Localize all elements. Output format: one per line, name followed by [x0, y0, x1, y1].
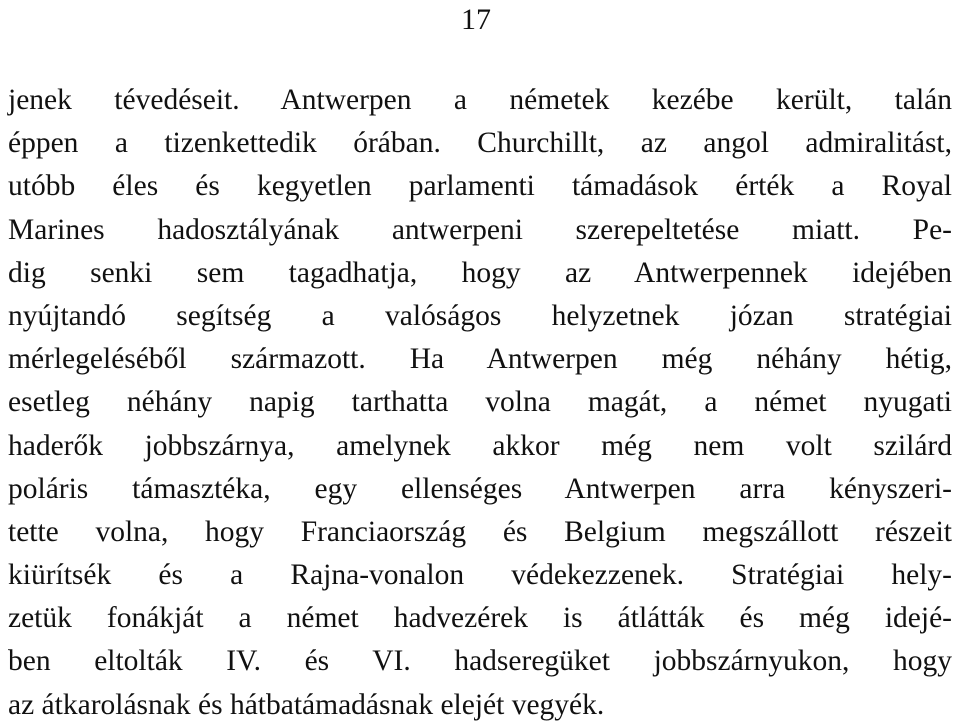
text-line: zetük fonákját a német hadvezérek is átlátták és még idejé- — [8, 602, 952, 635]
text-line: utóbb éles és kegyetlen parlamenti támadások érték a Royal — [8, 170, 952, 203]
text-line: esetleg néhány napig tarthatta volna magát, a német nyugati — [8, 386, 952, 419]
text-line: dig senki sem tagadhatja, hogy az Antwerpennek idejében — [8, 256, 952, 289]
text-line: poláris támasztéka, egy ellenséges Antwerpen arra kényszeri- — [8, 472, 952, 505]
text-line: az átkarolásnak és hátbatámadásnak elejét vegyék. — [8, 688, 605, 721]
text-line: mérlegeléséből származott. Ha Antwerpen még néhány hétig, — [8, 343, 952, 376]
text-line: kiürítsék és a Rajna-vonalon védekezzenek. Stratégiai hely- — [8, 559, 952, 592]
text-line: Marines hadosztályának antwerpeni szerepeltetése miatt. Pe- — [8, 213, 952, 246]
text-line: jenek tévedéseit. Antwerpen a németek kezébe került, talán — [8, 84, 952, 116]
body-text — [8, 79, 952, 727]
text-line: ben eltolták IV. és VI. hadseregüket jobbszárnyukon, hogy — [8, 645, 952, 678]
page-number: 17 — [461, 3, 491, 36]
text-line: nyújtandó segítség a valóságos helyzetnek józan stratégiai — [8, 299, 952, 332]
text-line: haderők jobbszárnya, amelynek akkor még nem volt szilárd — [8, 429, 952, 462]
text-line: tette volna, hogy Franciaország és Belgium megszállott részeit — [8, 515, 952, 548]
text-line: éppen a tizenkettedik órában. Churchillt, az angol admiralitást, — [8, 127, 952, 160]
